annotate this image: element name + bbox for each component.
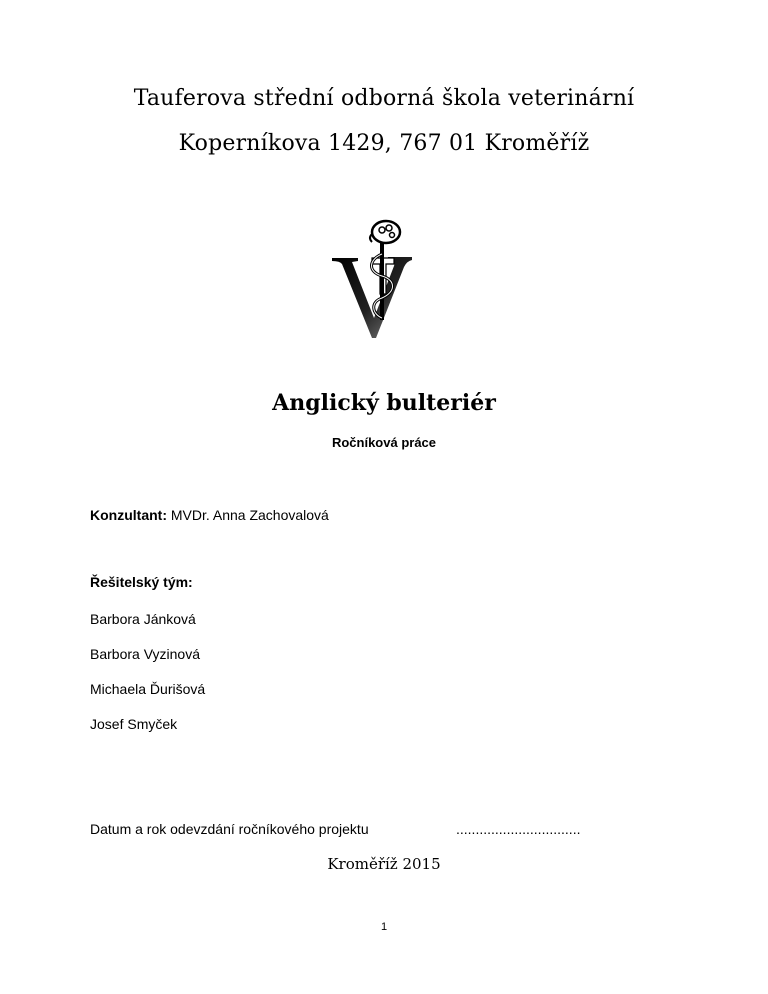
document-subtitle: Ročníková práce [331,435,437,450]
team-member: Barbora Vyzinová [90,646,200,662]
footer-city-year: Kroměříž 2015 [327,855,441,873]
page-number: 1 [380,921,388,933]
consultant-line [90,507,329,523]
submission-label: Datum a rok odevzdání ročníkového projektu [90,821,369,837]
team-member: Michaela Ďurišová [90,681,206,697]
team-member: Josef Smyček [90,716,178,732]
consultant-label: Konzultant: [90,507,167,523]
submission-date-placeholder: ................................ [456,821,581,837]
team-label: Řešitelský tým: [90,574,193,590]
veterinary-school-emblem-icon [328,214,438,342]
consultant-name: MVDr. Anna Zachovalová [170,507,329,523]
school-name: Tauferova střední odborná škola veterinární [133,86,635,111]
team-member: Barbora Jánková [90,611,196,627]
document-title: Anglický bulteriér [272,390,496,416]
school-address: Koperníkova 1429, 767 01 Kroměříž [178,131,590,156]
